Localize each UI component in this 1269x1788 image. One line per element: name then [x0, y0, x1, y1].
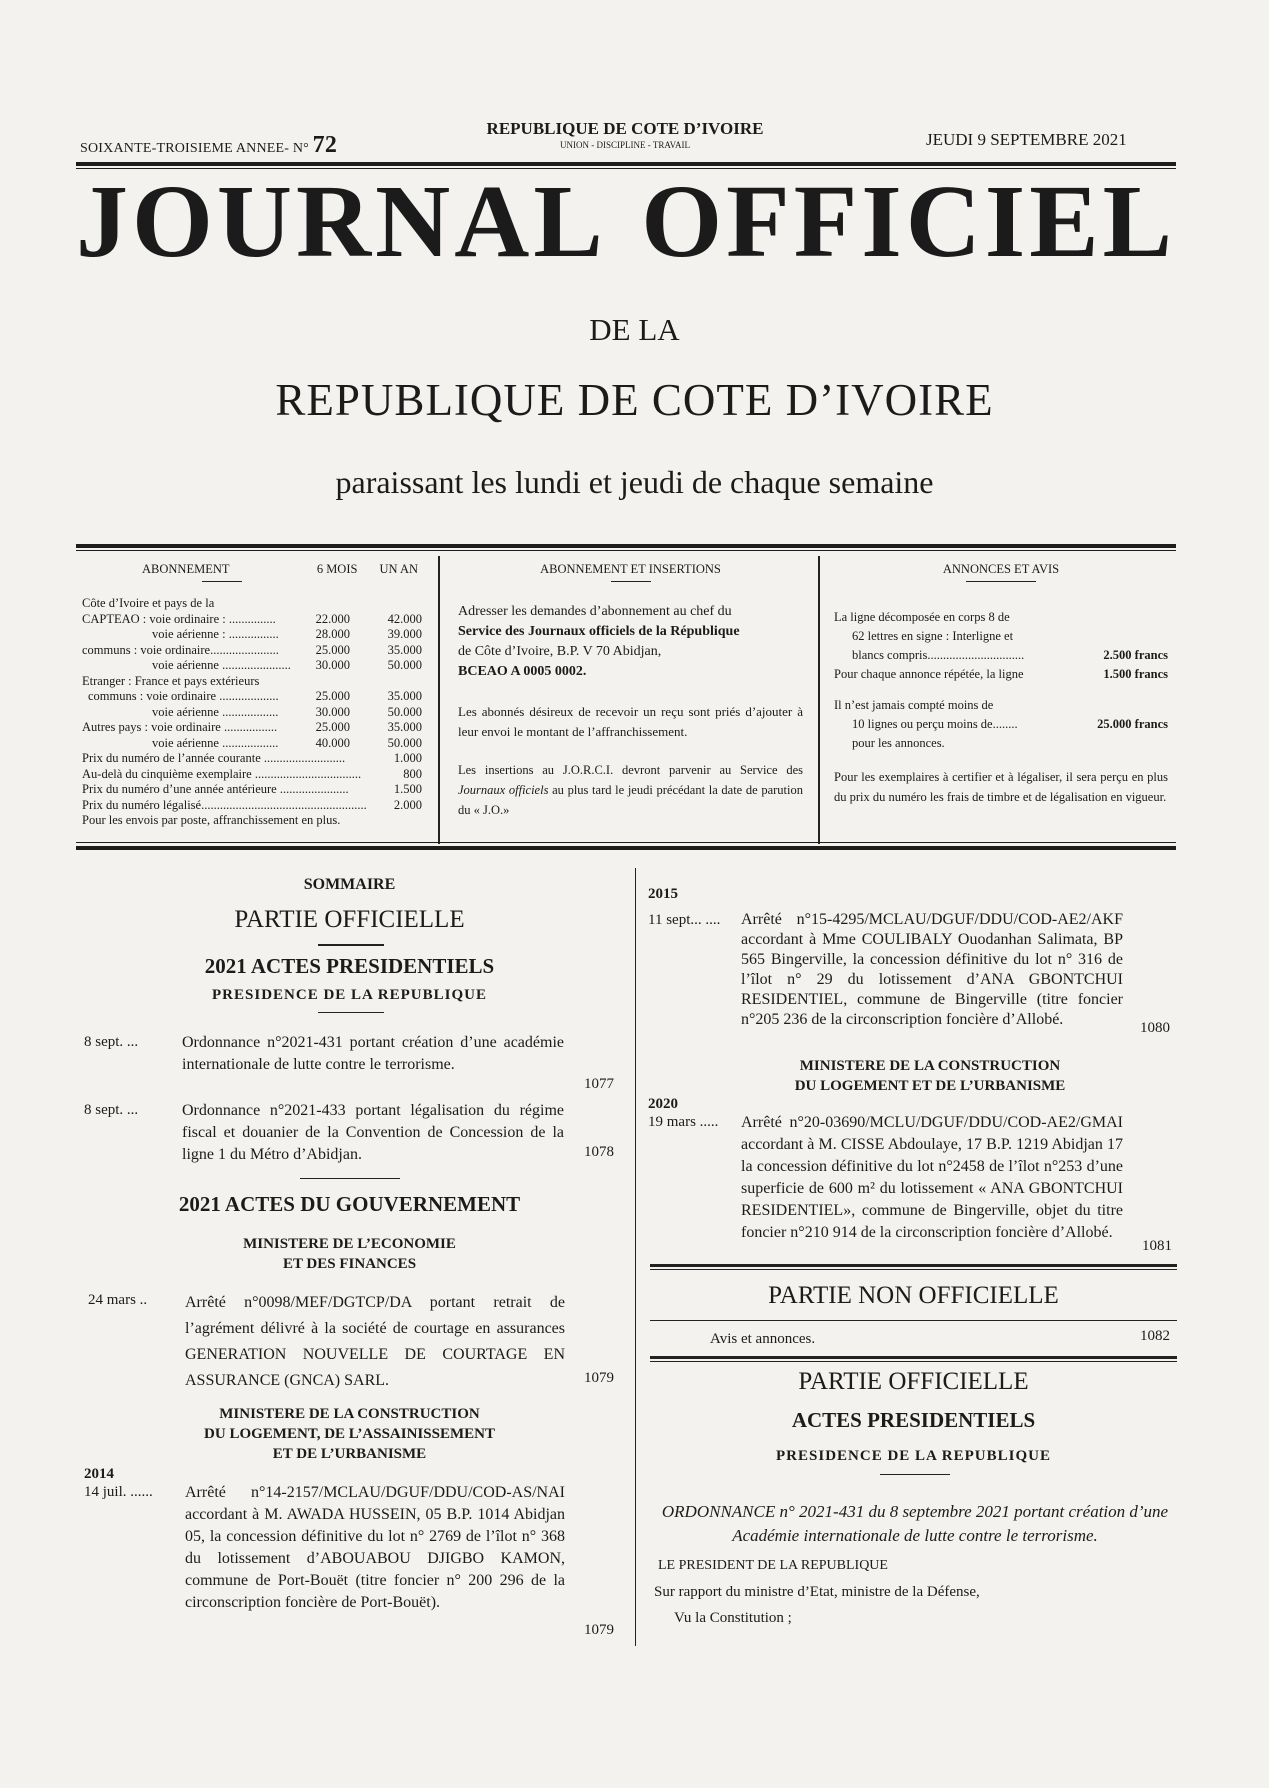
republic-header — [470, 119, 780, 150]
vu-constitution: Vu la Constitution ; — [674, 1610, 792, 1626]
section-rule-thin — [650, 1269, 1177, 1270]
annonces-line: Il n’est jamais compté moins de — [834, 698, 994, 712]
ministry-construction: MINISTERE DE LA CONSTRUCTION DU LOGEMENT, DE L’ASSAINISSEMENT ET DE L’URBANISME — [204, 1406, 495, 1462]
entry-date: 24 mars .. — [88, 1292, 148, 1308]
unit-price-row: Prix du numéro de l’année courante .......................... 1.000 — [82, 751, 422, 765]
price-row: CAPTEAO : voie ordinaire : ............... 22.000 42.000 — [82, 611, 422, 626]
ministry-construction-2: MINISTERE DE LA CONSTRUCTION DU LOGEMENT ET DE L’URBANISME — [794, 1058, 1066, 1094]
section-divider — [880, 1474, 950, 1475]
body-presidence: PRESIDENCE DE LA REPUBLIQUE — [776, 1448, 1051, 1464]
avis-annonces[interactable]: Avis et annonces. — [710, 1331, 816, 1347]
year-heading: 2020 — [648, 1096, 678, 1112]
price-row: communs : voie ordinaire ................... 25.000 35.000 — [88, 689, 422, 703]
section-divider — [300, 1178, 400, 1179]
edition-prefix: SOIXANTE-TROISIEME ANNEE- N° — [80, 141, 309, 156]
publication-frequency: paraissant les lundi et jeudi de chaque semaine — [335, 464, 934, 500]
annonces-legalisation: Pour les exemplaires à certifier et à légaliser, il sera perçu en plus du prix du numéro les frais de timbre et de légalisation en vigueur. — [834, 770, 1168, 804]
insertions-title: ABONNEMENT ET INSERTIONS — [540, 562, 721, 576]
sommaire-partie-officielle: PARTIE OFFICIELLE — [234, 906, 465, 933]
insertions-p2: Les abonnés désireux de recevoir un reçu sont priés d’ajouter à leur envoi le montant de l’affranchissement. — [458, 704, 803, 739]
edition-line — [80, 132, 337, 159]
section-rule-thin — [650, 1361, 1177, 1362]
section-rule — [650, 1264, 1177, 1267]
unit-price-row: Au-delà du cinquième exemplaire .................................. 800 — [82, 766, 422, 781]
annonces-price-row: Pour chaque annonce répétée, la ligne 1.500 francs — [834, 667, 1168, 681]
entry-page: 1077 — [584, 1076, 614, 1092]
entry-date: 8 sept. ... — [84, 1102, 139, 1118]
sommaire-actes-presidentiels: 2021 ACTES PRESIDENTIELS — [204, 954, 495, 978]
entry-page: 1079 — [584, 1370, 614, 1386]
column-divider — [635, 868, 636, 1646]
entry-date: 11 sept... .... — [648, 912, 721, 928]
price-row: voie aérienne .................. 30.000 50.000 — [152, 704, 422, 719]
annonces-line: pour les annonces. — [852, 736, 945, 750]
body-actes-presidentiels: ACTES PRESIDENTIELS — [791, 1408, 1036, 1432]
issue-number: 72 — [312, 132, 338, 158]
year-heading: 2015 — [648, 886, 678, 902]
issue-date: JEUDI 9 SEPTEMBRE 2021 — [926, 130, 1127, 149]
entry-page: 1078 — [584, 1144, 614, 1160]
box-divider — [438, 556, 440, 844]
ministry-economie: MINISTERE DE L’ECONOMIE ET DES FINANCES — [243, 1236, 456, 1272]
body-partie-officielle: PARTIE OFFICIELLE — [798, 1368, 1029, 1395]
box-divider — [818, 556, 820, 844]
entry-text[interactable]: Arrêté n°15-4295/MCLAU/DGUF/DDU/COD-AE2/AKF accordant à Mme COULIBALY Ouodanhan Salimata, BP 565 Bingerville, la concession définitive du lot n° 316 de l’îlot n° 29 du lotissement d’ANA GBONTCHUI RESIDENTIEL, commune de Bingerville (titre foncier n°205 236 de la circonscription foncière d’Allobé. — [741, 911, 1123, 1028]
entry-text[interactable]: Ordonnance n°2021-431 portant création d’une académie internationale de lutte contre le terrorisme. — [182, 1034, 564, 1073]
section-divider — [318, 944, 384, 946]
insertions-title-underline — [611, 581, 651, 582]
entry-date: 14 juil. ...... — [84, 1484, 153, 1500]
info-top-rule — [76, 544, 1176, 548]
abonnement-title-underline — [202, 581, 242, 582]
annonces-price-row: 10 lignes ou perçu moins de........ 25.000 francs — [852, 717, 1168, 731]
sommaire-actes-gouvernement: 2021 ACTES DU GOUVERNEMENT — [178, 1192, 521, 1216]
entry-text[interactable]: Arrêté n°0098/MEF/DGTCP/DA portant retrait de l’agrément délivré à la société de courtage en assurances GENERATION NOUVELLE DE COURTAGE EN ASSURANCE (GNCA) SARL. — [185, 1294, 565, 1389]
masthead-republic: REPUBLIQUE DE COTE D’IVOIRE — [275, 375, 994, 425]
info-bottom-rule-thin — [76, 842, 1176, 843]
national-motto: UNION - DISCIPLINE - TRAVAIL — [560, 140, 690, 150]
insertions-p3: Les insertions au J.O.R.C.I. devront parvenir au Service des Journaux officiels au plus tard le jeudi précédant la date de parution du « J.O.» — [458, 763, 803, 817]
year-heading: 2014 — [84, 1466, 114, 1482]
postage-footnote: Pour les envois par poste, affranchissement en plus. — [82, 813, 341, 827]
masthead-journal: JOURNAL — [76, 164, 601, 279]
section-rule — [650, 1356, 1177, 1359]
masthead-officiel: OFFICIEL — [641, 164, 1176, 279]
sommaire-presidence: PRESIDENCE DE LA REPUBLIQUE — [212, 987, 487, 1003]
entry-date: 8 sept. ... — [84, 1034, 139, 1050]
masthead-title — [76, 164, 1176, 279]
insertions-p1: Adresser les demandes d’abonnement au chef du Service des Journaux officiels de la République de Côte d’Ivoire, B.P. V 70 Abidjan, BCEAO A 0005 0002. — [458, 604, 740, 679]
rapport-line: Sur rapport du ministre d’Etat, ministre de la Défense, — [654, 1584, 980, 1600]
col-6mois: 6 MOIS — [316, 562, 358, 576]
price-row: voie aérienne : ................ 28.000 39.000 — [152, 627, 422, 641]
section-rule-thin — [650, 1320, 1177, 1321]
unit-price-row: Prix du numéro d’une année antérieure ...................... 1.500 — [82, 782, 422, 796]
abonnement-insertions-box — [458, 556, 803, 840]
unit-price-row: Prix du numéro légalisé..................................................... 2.000 — [82, 797, 422, 812]
sommaire-title: SOMMAIRE — [303, 876, 396, 893]
abonnement-box — [82, 556, 422, 840]
partie-non-officielle: PARTIE NON OFFICIELLE — [768, 1282, 1059, 1309]
info-bottom-rule — [76, 846, 1176, 850]
region-1: Côte d’Ivoire et pays de la — [82, 596, 215, 610]
price-row: communs : voie ordinaire...................... 25.000 35.000 — [82, 642, 422, 657]
col-1an: UN AN — [379, 562, 418, 576]
price-row: voie aérienne ...................... 30.000 50.000 — [152, 658, 422, 672]
info-top-rule-thin — [76, 550, 1176, 551]
ordonnance-title: ORDONNANCE n° 2021-431 du 8 septembre 2021 portant création d’une Académie internationale de lutte contre le terrorisme. — [661, 1502, 1169, 1545]
price-row: voie aérienne .................. 40.000 50.000 — [152, 735, 422, 750]
entry-page: 1081 — [1142, 1238, 1172, 1254]
annonces-price-row: blancs compris............................... 2.500 francs — [852, 648, 1168, 662]
abonnement-title: ABONNEMENT — [142, 562, 230, 576]
annonces-line: La ligne décomposée en corps 8 de — [834, 610, 1010, 624]
entry-text[interactable]: Arrêté n°14-2157/MCLAU/DGUF/DDU/COD-AS/NAI accordant à M. AWADA HUSSEIN, 05 B.P. 1014 Abidjan 05, la concession définitive du lot n° 2769 de l’îlot n° 368 du lotissement d’ABOUABOU DJIGBO KAMON, commune de Port-Bouët (titre foncier n° 200 296 de la circonscription foncière de Port-Bouët). — [185, 1484, 565, 1611]
price-row: Autres pays : voie ordinaire ................. 25.000 35.000 — [82, 720, 422, 734]
president-heading: LE PRESIDENT DE LA REPUBLIQUE — [658, 1558, 888, 1573]
annonces-title: ANNONCES ET AVIS — [942, 562, 1060, 576]
entry-text[interactable]: Arrêté n°20-03690/MCLU/DGUF/DDU/COD-AE2/GMAI accordant à M. CISSE Abdoulaye, 17 B.P. 1219 Abidjan 17 la concession définitive du lot n°2458 de l’îlot n°253 d’une superficie de 600 m² du lotissement « ANA GBONTCHUI RESIDENTIEL», commune de Bingerville, objet du titre foncier n°210 914 de la circonscription foncière d’Allobé. — [741, 1114, 1123, 1241]
masthead-de-la: DE LA — [589, 312, 680, 347]
entry-date: 19 mars ..... — [648, 1114, 719, 1130]
annonces-box — [834, 556, 1168, 840]
entry-page: 1080 — [1140, 1020, 1170, 1036]
entry-page: 1079 — [584, 1622, 614, 1638]
region-2: Etranger : France et pays extérieurs — [82, 673, 260, 688]
entry-text[interactable]: Ordonnance n°2021-433 portant légalisation du régime fiscal et douanier de la Convention de Concession de la ligne 1 du Métro d’Abidjan. — [182, 1102, 564, 1163]
section-divider — [318, 1012, 384, 1013]
republic-name: REPUBLIQUE DE COTE D’IVOIRE — [486, 119, 764, 138]
annonces-line: 62 lettres en signe : Interligne et — [852, 629, 1014, 643]
annonces-title-underline — [966, 581, 1036, 582]
entry-page: 1082 — [1140, 1328, 1170, 1344]
